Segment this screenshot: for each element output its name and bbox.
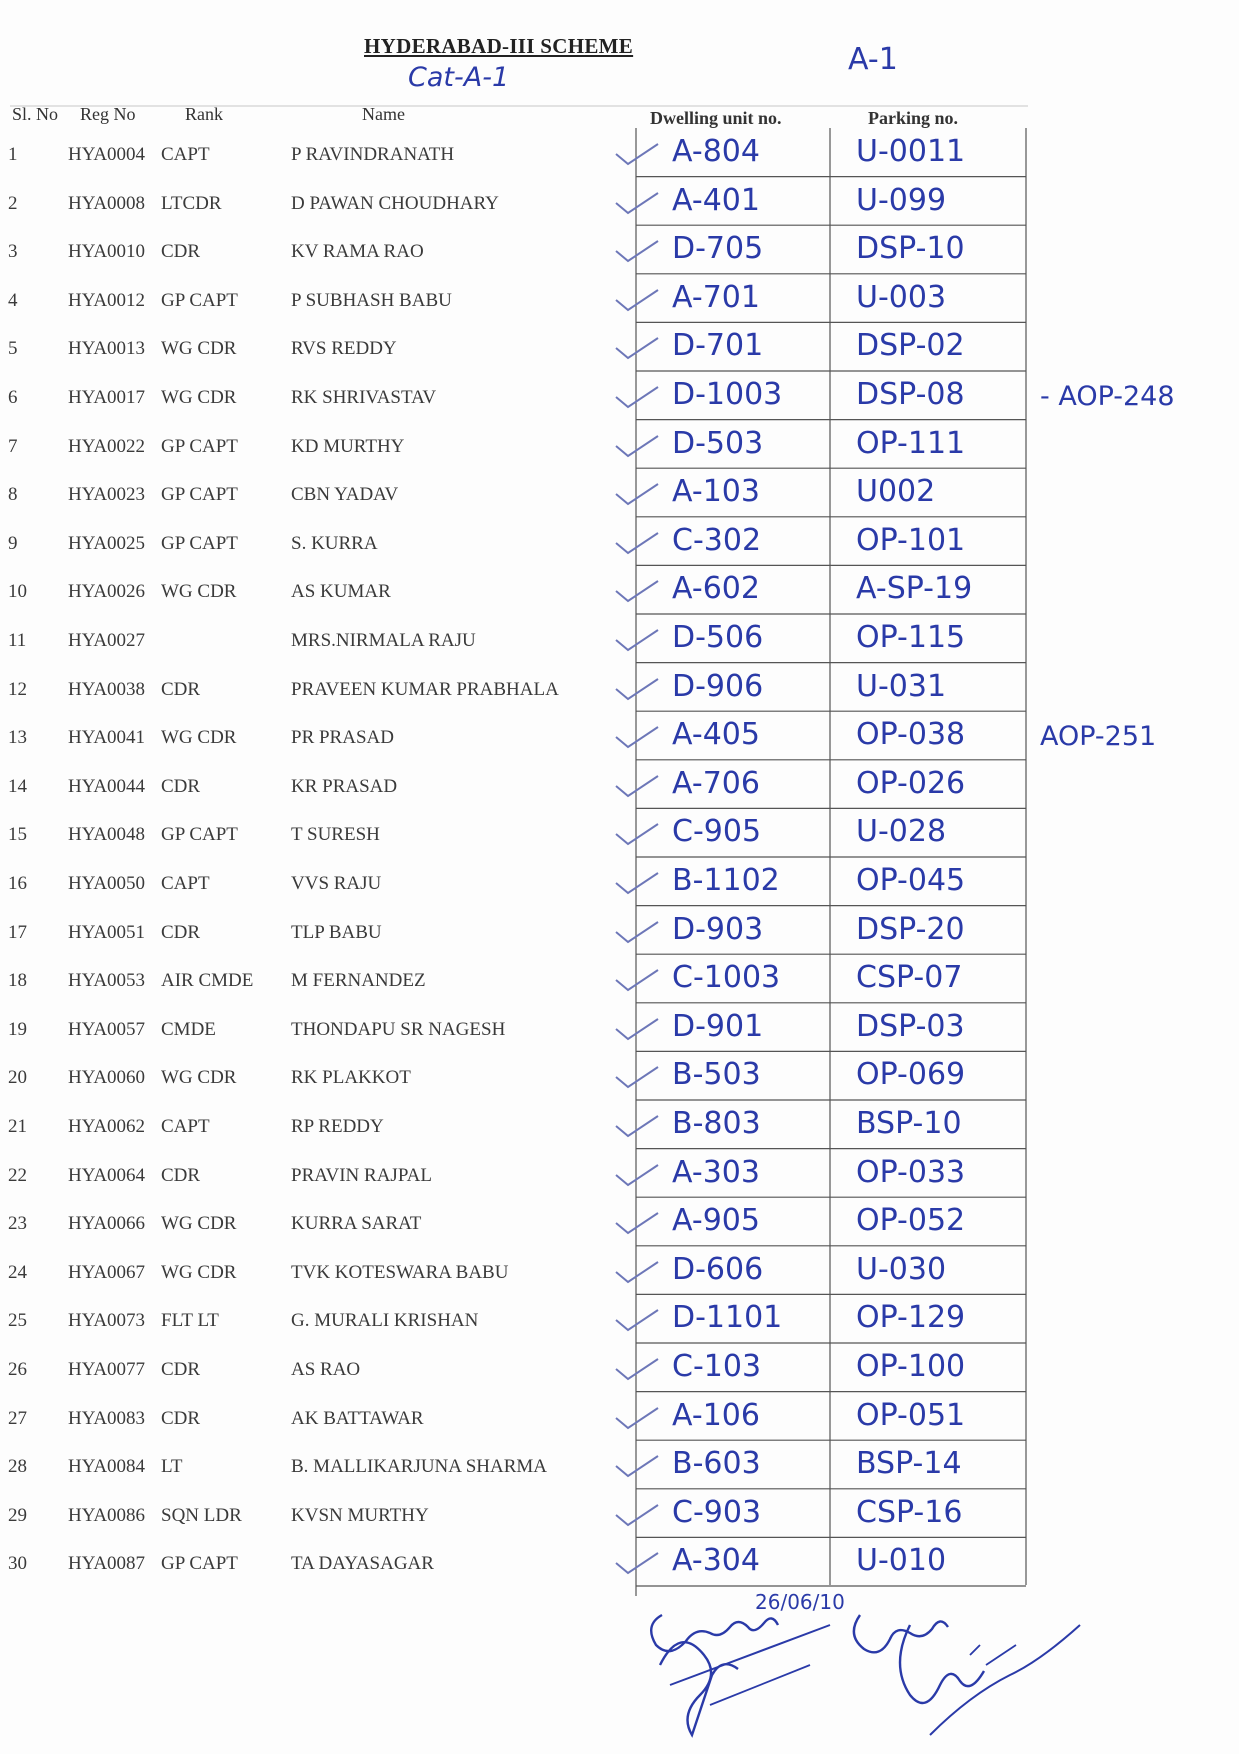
dwelling-unit-cell: C-103 — [672, 1349, 762, 1384]
sl-cell: 17 — [8, 921, 27, 943]
parking-no-cell: U002 — [856, 474, 936, 510]
sl-cell: 9 — [8, 532, 18, 554]
reg-no-cell: HYA0026 — [68, 581, 146, 603]
parking-no-cell: DSP-03 — [856, 1008, 965, 1044]
reg-no-cell: HYA0060 — [68, 1067, 146, 1089]
dwelling-unit-cell: D-701 — [672, 328, 764, 364]
dwelling-unit-cell: C-302 — [672, 522, 762, 558]
parking-no-cell: CSP-16 — [856, 1494, 963, 1530]
table-row — [0, 229, 1239, 278]
sl-cell: 1 — [8, 144, 18, 165]
name-cell: B. MALLIKARJUNA SHARMA — [291, 1456, 547, 1478]
rank-cell: SQN LDR — [161, 1504, 242, 1526]
checkmark-icon — [614, 482, 660, 506]
signature-icon — [640, 1585, 1100, 1750]
table-row — [0, 472, 1239, 521]
table-row — [0, 715, 1239, 764]
parking-no-cell: OP-101 — [856, 522, 966, 558]
parking-no-cell: U-010 — [856, 1543, 947, 1579]
col-header-reg: Reg No — [80, 104, 136, 124]
rank-cell: CAPT — [161, 144, 210, 165]
reg-no-cell: HYA0066 — [68, 1213, 146, 1235]
table-row — [0, 181, 1239, 230]
dwelling-unit-cell: A-804 — [672, 134, 760, 169]
checkmark-icon — [614, 1211, 660, 1235]
parking-no-cell: U-003 — [856, 279, 947, 315]
sl-cell: 8 — [8, 484, 18, 506]
table-row — [0, 1493, 1239, 1542]
table-row — [0, 861, 1239, 910]
rank-cell: FLT LT — [161, 1310, 219, 1332]
dwelling-unit-cell: A-401 — [672, 182, 760, 218]
col-header-sl: Sl. No — [12, 104, 59, 124]
parking-no-cell: OP-129 — [856, 1300, 966, 1336]
name-cell: AK BATTAWAR — [291, 1407, 424, 1429]
name-cell: MRS.NIRMALA RAJU — [291, 630, 476, 651]
checkmark-icon — [614, 288, 660, 312]
name-cell: THONDAPU SR NAGESH — [291, 1018, 506, 1040]
name-cell: T SURESH — [291, 824, 380, 846]
parking-no-cell: OP-038 — [856, 717, 966, 753]
rank-cell: CDR — [161, 775, 201, 797]
parking-no-cell: DSP-20 — [856, 911, 965, 947]
table-row — [0, 1250, 1239, 1299]
rank-cell: CDR — [161, 1407, 201, 1429]
checkmark-icon — [614, 774, 660, 798]
name-cell: TVK KOTESWARA BABU — [291, 1261, 509, 1283]
note-cell: AOP-251 — [1040, 721, 1157, 753]
table-row — [0, 375, 1239, 424]
dwelling-unit-cell: A-706 — [672, 765, 760, 801]
rank-cell: GP CAPT — [161, 484, 238, 506]
reg-no-cell: HYA0022 — [68, 435, 146, 457]
dwelling-unit-cell: D-503 — [672, 425, 764, 461]
name-cell: S. KURRA — [291, 532, 378, 554]
name-cell: AS RAO — [291, 1359, 361, 1380]
name-cell: KURRA SARAT — [291, 1213, 422, 1235]
name-cell: TA DAYASAGAR — [291, 1553, 434, 1575]
sl-cell: 11 — [8, 630, 27, 651]
table-row — [0, 1298, 1239, 1347]
rank-cell: CDR — [161, 1164, 201, 1186]
rank-cell: WG CDR — [161, 727, 237, 749]
sl-cell: 21 — [8, 1116, 27, 1137]
checkmark-icon — [614, 1114, 660, 1138]
sl-cell: 6 — [8, 387, 18, 408]
parking-no-cell: OP-051 — [856, 1397, 966, 1433]
reg-no-cell: HYA0077 — [68, 1359, 146, 1380]
dwelling-unit-cell: A-701 — [672, 279, 760, 315]
page-title: HYDERABAD-III SCHEME — [364, 34, 634, 58]
dwelling-unit-cell: A-304 — [672, 1543, 760, 1579]
sl-cell: 29 — [8, 1504, 27, 1526]
corner-mark-handwritten: A-1 — [848, 42, 898, 77]
name-cell: CBN YADAV — [291, 484, 399, 506]
checkmark-icon — [614, 1065, 660, 1089]
table-row — [0, 132, 1239, 181]
name-cell: M FERNANDEZ — [291, 970, 426, 992]
sl-cell: 13 — [8, 727, 27, 749]
dwelling-unit-cell: A-103 — [672, 474, 760, 510]
category-handwritten: Cat-A-1 — [408, 62, 510, 93]
parking-no-cell: DSP-02 — [856, 328, 965, 364]
checkmark-icon — [614, 871, 660, 895]
table-row — [0, 812, 1239, 861]
rank-cell: WG CDR — [161, 1067, 237, 1089]
parking-no-cell: BSP-14 — [856, 1446, 962, 1482]
parking-no-cell: CSP-07 — [856, 960, 963, 996]
table-row — [0, 1055, 1239, 1104]
checkmark-icon — [614, 142, 660, 166]
reg-no-cell: HYA0017 — [68, 387, 146, 408]
parking-no-cell: DSP-08 — [856, 377, 965, 412]
parking-no-cell: OP-033 — [856, 1154, 966, 1190]
checkmark-icon — [614, 1017, 660, 1041]
rank-cell: WG CDR — [161, 581, 237, 603]
sl-cell: 27 — [8, 1407, 27, 1429]
table-row — [0, 1347, 1239, 1396]
rank-cell: CDR — [161, 241, 201, 263]
parking-no-cell: DSP-10 — [856, 231, 965, 267]
table-row — [0, 764, 1239, 813]
col-header-rank: Rank — [185, 104, 223, 124]
parking-no-cell: OP-045 — [856, 863, 966, 898]
sl-cell: 19 — [8, 1018, 27, 1040]
dwelling-unit-cell: D-705 — [672, 231, 764, 267]
reg-no-cell: HYA0057 — [68, 1018, 146, 1040]
name-cell: PR PRASAD — [291, 727, 394, 749]
sl-cell: 22 — [8, 1164, 27, 1186]
checkmark-icon — [614, 385, 660, 409]
table-row — [0, 424, 1239, 473]
reg-no-cell: HYA0023 — [68, 484, 146, 506]
sl-cell: 12 — [8, 678, 27, 700]
checkmark-icon — [614, 628, 660, 652]
sl-cell: 3 — [8, 241, 18, 263]
table-row — [0, 278, 1239, 327]
sl-cell: 25 — [8, 1310, 27, 1332]
reg-no-cell: HYA0083 — [68, 1407, 146, 1429]
name-cell: RK SHRIVASTAV — [291, 387, 437, 408]
dwelling-unit-cell: A-405 — [672, 717, 760, 753]
sl-cell: 4 — [8, 289, 18, 311]
sl-cell: 16 — [8, 873, 27, 894]
checkmark-icon — [614, 434, 660, 458]
dwelling-unit-cell: D-901 — [672, 1008, 764, 1044]
sl-cell: 20 — [8, 1067, 27, 1089]
rank-cell: LT — [161, 1456, 183, 1478]
reg-no-cell: HYA0013 — [68, 338, 146, 360]
parking-no-cell: OP-026 — [856, 765, 966, 801]
name-cell: RK PLAKKOT — [291, 1067, 411, 1089]
dwelling-unit-cell: B-803 — [672, 1106, 761, 1141]
col-header-dwelling: Dwelling unit no. — [650, 108, 782, 128]
reg-no-cell: HYA0062 — [68, 1116, 146, 1137]
checkmark-icon — [614, 1163, 660, 1187]
rank-cell: CDR — [161, 1359, 201, 1380]
sl-cell: 14 — [8, 775, 27, 797]
parking-no-cell: OP-100 — [856, 1349, 966, 1384]
checkmark-icon — [614, 579, 660, 603]
table-row — [0, 1444, 1239, 1493]
checkmark-icon — [614, 1454, 660, 1478]
checkmark-icon — [614, 336, 660, 360]
sl-cell: 15 — [8, 824, 27, 846]
checkmark-icon — [614, 191, 660, 215]
table-row — [0, 1541, 1239, 1590]
name-cell: G. MURALI KRISHAN — [291, 1310, 479, 1332]
rank-cell: CDR — [161, 678, 201, 700]
col-header-parking: Parking no. — [868, 108, 959, 128]
name-cell: KD MURTHY — [291, 435, 405, 457]
dwelling-unit-cell: A-106 — [672, 1397, 760, 1433]
parking-no-cell: OP-111 — [856, 425, 966, 461]
rank-cell: GP CAPT — [161, 532, 238, 554]
checkmark-icon — [614, 822, 660, 846]
rank-cell: WG CDR — [161, 1261, 237, 1283]
parking-no-cell: U-0011 — [856, 134, 966, 169]
checkmark-icon — [614, 677, 660, 701]
dwelling-unit-cell: A-303 — [672, 1154, 760, 1190]
checkmark-icon — [614, 1503, 660, 1527]
name-cell: D PAWAN CHOUDHARY — [291, 192, 499, 214]
checkmark-icon — [614, 1260, 660, 1284]
reg-no-cell: HYA0010 — [68, 241, 146, 263]
table-row — [0, 521, 1239, 570]
rank-cell: GP CAPT — [161, 435, 238, 457]
rank-cell: CAPT — [161, 873, 210, 894]
reg-no-cell: HYA0087 — [68, 1553, 146, 1575]
sl-cell: 30 — [8, 1553, 27, 1575]
sl-cell: 26 — [8, 1359, 27, 1380]
table-row — [0, 618, 1239, 667]
checkmark-icon — [614, 1357, 660, 1381]
dwelling-unit-cell: C-903 — [672, 1494, 762, 1530]
table-row — [0, 1007, 1239, 1056]
rank-cell: WG CDR — [161, 1213, 237, 1235]
name-cell: RP REDDY — [291, 1116, 384, 1137]
parking-no-cell: U-031 — [856, 668, 947, 704]
reg-no-cell: HYA0073 — [68, 1310, 146, 1332]
rank-cell: GP CAPT — [161, 289, 238, 311]
reg-no-cell: HYA0053 — [68, 970, 146, 992]
checkmark-icon — [614, 1406, 660, 1430]
rank-cell: WG CDR — [161, 338, 237, 360]
sl-cell: 28 — [8, 1456, 27, 1478]
parking-no-cell: U-028 — [856, 814, 947, 850]
parking-no-cell: BSP-10 — [856, 1106, 962, 1141]
sl-cell: 2 — [8, 192, 18, 214]
reg-no-cell: HYA0086 — [68, 1504, 146, 1526]
checkmark-icon — [614, 920, 660, 944]
dwelling-unit-cell: B-503 — [672, 1057, 761, 1093]
name-cell: AS KUMAR — [291, 581, 391, 603]
table-row — [0, 1396, 1239, 1445]
reg-no-cell: HYA0004 — [68, 144, 146, 165]
dwelling-unit-cell: B-603 — [672, 1446, 761, 1482]
rank-cell: GP CAPT — [161, 1553, 238, 1575]
table-row — [0, 1201, 1239, 1250]
name-cell: KR PRASAD — [291, 775, 398, 797]
table-row — [0, 958, 1239, 1007]
reg-no-cell: HYA0038 — [68, 678, 146, 700]
parking-no-cell: OP-052 — [856, 1203, 966, 1239]
name-cell: TLP BABU — [291, 921, 382, 943]
table-row — [0, 1104, 1239, 1153]
table-row — [0, 1153, 1239, 1202]
dwelling-unit-cell: D-906 — [672, 668, 764, 704]
col-header-name: Name — [362, 104, 405, 124]
checkmark-icon — [614, 531, 660, 555]
parking-no-cell: U-099 — [856, 182, 947, 218]
name-cell: KV RAMA RAO — [291, 241, 424, 263]
rank-cell: CDR — [161, 921, 201, 943]
dwelling-unit-cell: A-602 — [672, 571, 760, 607]
reg-no-cell: HYA0012 — [68, 289, 146, 311]
dwelling-unit-cell: B-1102 — [672, 863, 780, 898]
reg-no-cell: HYA0050 — [68, 873, 146, 894]
name-cell: PRAVIN RAJPAL — [291, 1164, 432, 1186]
name-cell: PRAVEEN KUMAR PRABHALA — [291, 678, 559, 700]
parking-no-cell: OP-115 — [856, 620, 966, 655]
rank-cell: AIR CMDE — [161, 970, 254, 992]
sl-cell: 23 — [8, 1213, 27, 1235]
dwelling-unit-cell: D-1003 — [672, 377, 783, 412]
note-cell: - AOP-248 — [1040, 381, 1175, 412]
reg-no-cell: HYA0025 — [68, 532, 146, 554]
sl-cell: 10 — [8, 581, 27, 603]
dwelling-unit-cell: C-905 — [672, 814, 762, 850]
reg-no-cell: HYA0027 — [68, 630, 146, 651]
checkmark-icon — [614, 1308, 660, 1332]
sl-cell: 24 — [8, 1261, 27, 1283]
reg-no-cell: HYA0044 — [68, 775, 146, 797]
dwelling-unit-cell: D-506 — [672, 620, 764, 655]
reg-no-cell: HYA0067 — [68, 1261, 146, 1283]
reg-no-cell: HYA0041 — [68, 727, 146, 749]
rank-cell: WG CDR — [161, 387, 237, 408]
name-cell: RVS REDDY — [291, 338, 397, 360]
dwelling-unit-cell: A-905 — [672, 1203, 760, 1239]
sl-cell: 7 — [8, 435, 18, 457]
reg-no-cell: HYA0084 — [68, 1456, 146, 1478]
reg-no-cell: HYA0064 — [68, 1164, 146, 1186]
name-cell: KVSN MURTHY — [291, 1504, 429, 1526]
reg-no-cell: HYA0008 — [68, 192, 146, 214]
name-cell: P RAVINDRANATH — [291, 144, 455, 165]
signature-date-handwritten: 26/06/10 — [755, 1590, 845, 1614]
checkmark-icon — [614, 239, 660, 263]
table-row — [0, 326, 1239, 375]
dwelling-unit-cell: D-606 — [672, 1251, 764, 1287]
table-row — [0, 910, 1239, 959]
reg-no-cell: HYA0051 — [68, 921, 146, 943]
checkmark-icon — [614, 968, 660, 992]
reg-no-cell: HYA0048 — [68, 824, 146, 846]
checkmark-icon — [614, 1551, 660, 1575]
dwelling-unit-cell: C-1003 — [672, 960, 781, 996]
rank-cell: LTCDR — [161, 192, 222, 214]
rank-cell: GP CAPT — [161, 824, 238, 846]
name-cell: P SUBHASH BABU — [291, 289, 452, 311]
checkmark-icon — [614, 725, 660, 749]
rank-cell: CMDE — [161, 1018, 216, 1040]
parking-no-cell: A-SP-19 — [856, 571, 973, 607]
name-cell: VVS RAJU — [291, 873, 382, 894]
sl-cell: 18 — [8, 970, 27, 992]
table-row — [0, 667, 1239, 716]
parking-no-cell: U-030 — [856, 1251, 947, 1287]
dwelling-unit-cell: D-903 — [672, 911, 764, 947]
sl-cell: 5 — [8, 338, 18, 360]
parking-no-cell: OP-069 — [856, 1057, 966, 1093]
rank-cell: CAPT — [161, 1116, 210, 1137]
table-row — [0, 569, 1239, 618]
dwelling-unit-cell: D-1101 — [672, 1300, 783, 1336]
